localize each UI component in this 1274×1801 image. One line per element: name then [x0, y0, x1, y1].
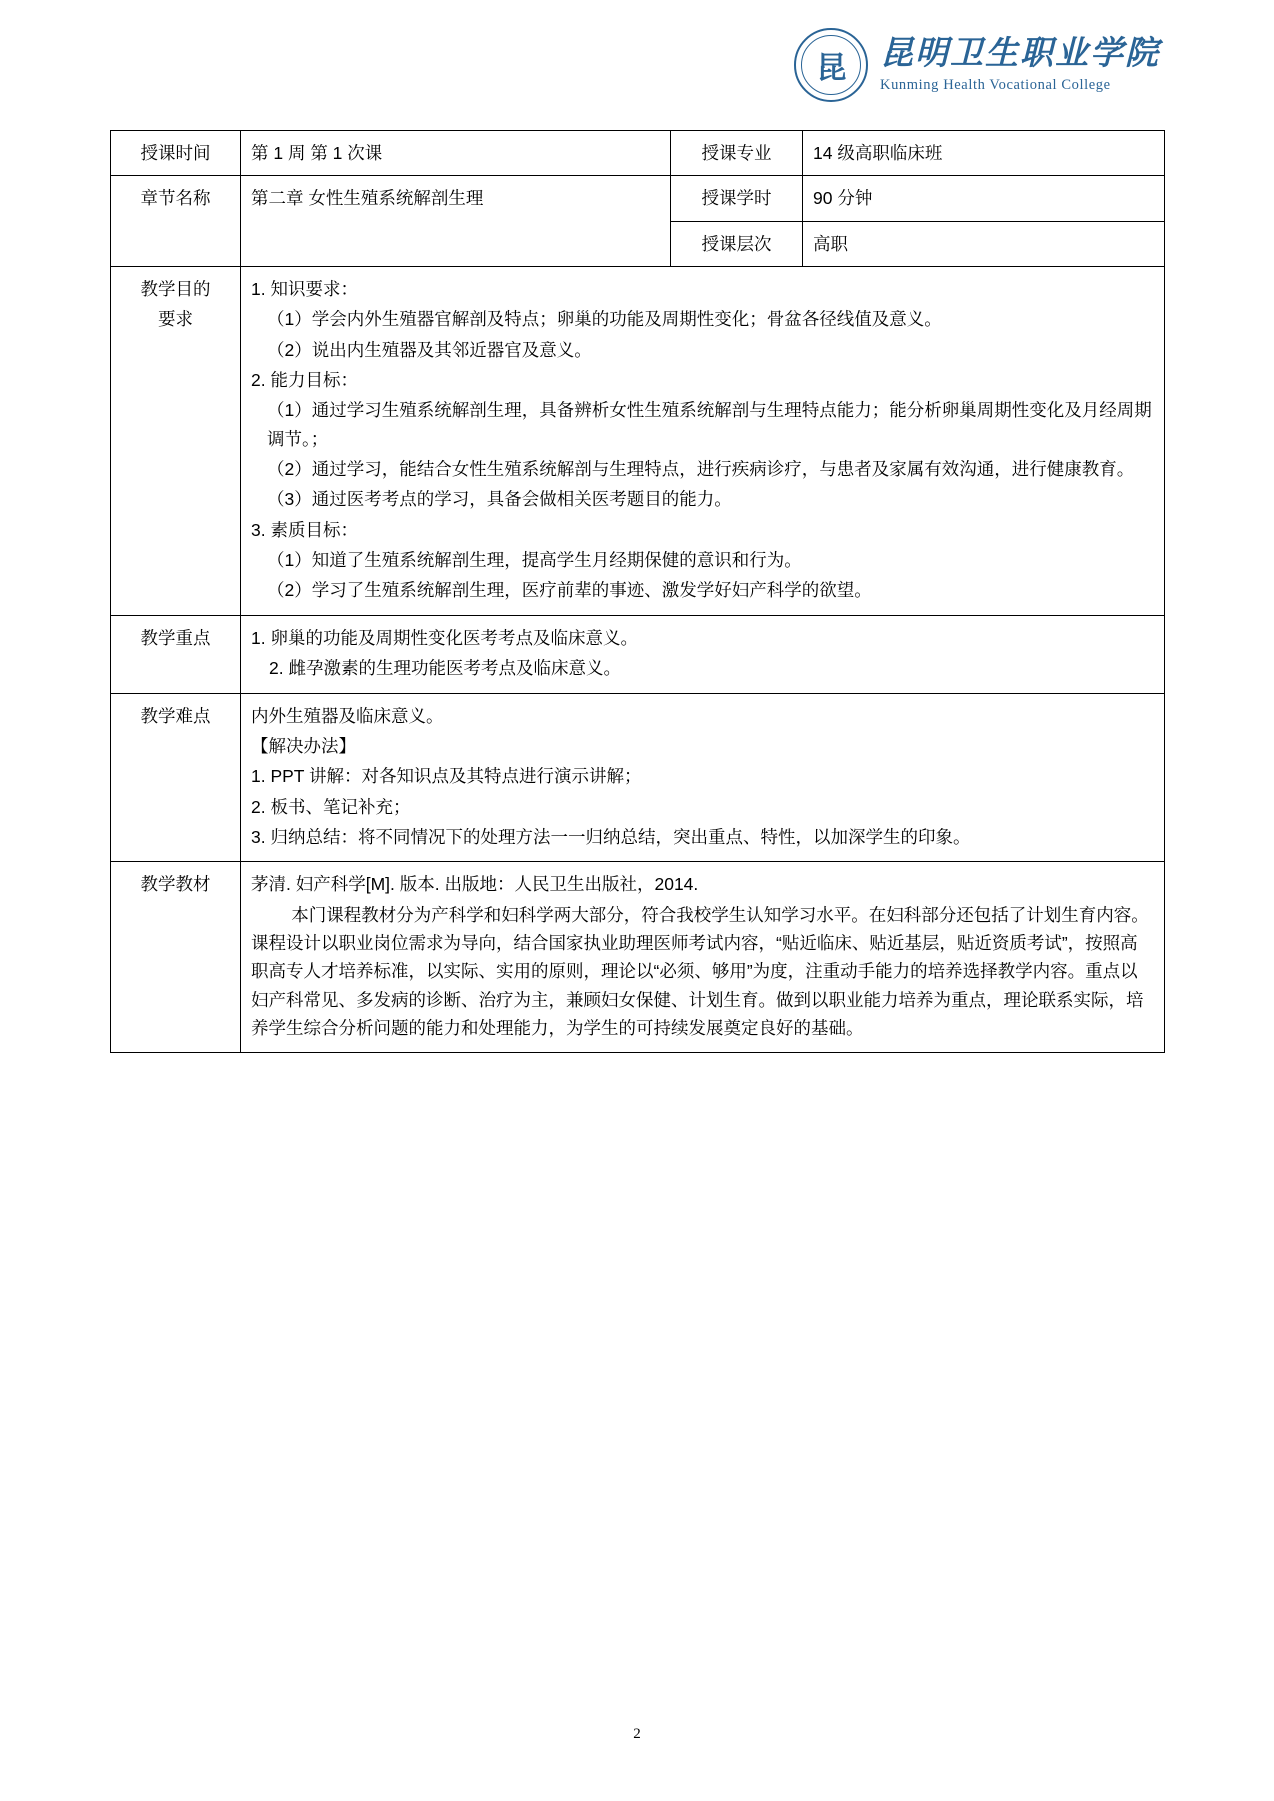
- objective-line: （1）知道了生殖系统解剖生理，提高学生月经期保健的意识和行为。: [267, 550, 802, 571]
- difficulty-line: 2. 板书、笔记补充；: [251, 796, 411, 817]
- objective-line: 3. 素质目标：: [251, 519, 358, 540]
- table-row-key-points: [111, 615, 1165, 693]
- seal-letter: 昆: [816, 52, 846, 85]
- label-objectives-line1: 教学目的: [140, 279, 211, 300]
- value-chapter-name: 第二章 女性生殖系统解剖生理: [241, 176, 671, 267]
- college-name-en: Kunming Health Vocational College: [880, 77, 1111, 94]
- label-difficulties: 教学难点: [111, 693, 241, 862]
- objective-line: （2）说出内生殖器及其邻近器官及意义。: [267, 339, 592, 360]
- value-difficulties: [241, 693, 1165, 862]
- value-class-hours: 90 分钟: [803, 176, 1165, 221]
- objective-line: 1. 知识要求：: [251, 279, 358, 300]
- value-textbook: [241, 862, 1165, 1053]
- objective-line: 2. 能力目标：: [251, 370, 358, 391]
- table-row-chapter-hours: [111, 176, 1165, 221]
- label-teaching-time: 授课时间: [111, 131, 241, 176]
- textbook-paragraph: 本门课程教材分为产科学和妇科学两大部分，符合我校学生认知学习水平。在妇科部分还包括了计划生育内容。课程设计以职业岗位需求为导向，结合国家执业助理医师考试内容，“贴近临床、贴近基层，贴近资质考试”，按照高职高专人才培养标准，以实际、实用的原则，理论以“必须、够用”为度，注重动手能力的培养选择教学内容。重点以妇产科常见、多发病的诊断、治疗为主，兼顾妇女保健、计划生育。做到以职业能力培养为重点，理论联系实际，培养学生综合分析问题的能力和处理能力，为学生的可持续发展奠定良好的基础。: [251, 904, 1149, 1038]
- table-row-time: [111, 131, 1165, 176]
- value-teaching-level: 高职: [803, 221, 1165, 266]
- key-point-line: 2. 雌孕激素的生理功能医考考点及临床意义。: [269, 658, 621, 679]
- difficulty-line: 【解决办法】: [251, 735, 356, 756]
- objective-line: （1）学会内外生殖器官解剖及特点；卵巢的功能及周期性变化；骨盆各径线值及意义。: [267, 309, 942, 330]
- table-row-difficulties: [111, 693, 1165, 862]
- objective-line: （3）通过医考考点的学习，具备会做相关医考题目的能力。: [267, 489, 732, 510]
- label-objectives-line2: 要求: [158, 308, 193, 329]
- difficulty-line: 内外生殖器及临床意义。: [251, 705, 444, 726]
- label-teaching-objectives: [111, 267, 241, 616]
- objective-line: （2）学习了生殖系统解剖生理，医疗前辈的事迹、激发学好妇产科学的欲望。: [267, 580, 872, 601]
- difficulty-line: 3. 归纳总结：将不同情况下的处理方法一一归纳总结，突出重点、特性，以加深学生的印象。: [251, 826, 971, 847]
- college-logo: [794, 28, 1160, 102]
- value-teaching-major: 14 级高职临床班: [803, 131, 1165, 176]
- objective-line: （2）通过学习，能结合女性生殖系统解剖与生理特点，进行疾病诊疗，与患者及家属有效沟通，进行健康教育。: [267, 459, 1135, 480]
- label-class-hours: 授课学时: [671, 176, 803, 221]
- label-textbook: 教学教材: [111, 862, 241, 1053]
- lesson-plan-table: [110, 130, 1165, 1053]
- logo-text-block: [880, 36, 1160, 94]
- table-row-objectives: [111, 267, 1165, 616]
- difficulty-line: 1. PPT 讲解：对各知识点及其特点进行演示讲解；: [251, 766, 642, 787]
- objective-line: （1）通过学习生殖系统解剖生理，具备辨析女性生殖系统解剖与生理特点能力；能分析卵巢周期性变化及月经周期调节。；: [267, 400, 1152, 449]
- table-row-textbook: [111, 862, 1165, 1053]
- value-teaching-objectives: [241, 267, 1165, 616]
- label-teaching-major: 授课专业: [671, 131, 803, 176]
- seal-icon: [794, 28, 868, 102]
- value-teaching-time: 第 1 周 第 1 次课: [241, 131, 671, 176]
- key-point-line: 1. 卵巢的功能及周期性变化医考考点及临床意义。: [251, 627, 638, 648]
- value-key-points: [241, 615, 1165, 693]
- label-teaching-level: 授课层次: [671, 221, 803, 266]
- label-chapter-name: 章节名称: [111, 176, 241, 267]
- textbook-citation: 茅清. 妇产科学[M]. 版本. 出版地：人民卫生出版社，2014.: [251, 874, 699, 895]
- page-number: 2: [633, 1726, 641, 1742]
- page-header: [110, 0, 1164, 130]
- label-key-points: 教学重点: [111, 615, 241, 693]
- college-name-cn: 昆明卫生职业学院: [880, 36, 1160, 73]
